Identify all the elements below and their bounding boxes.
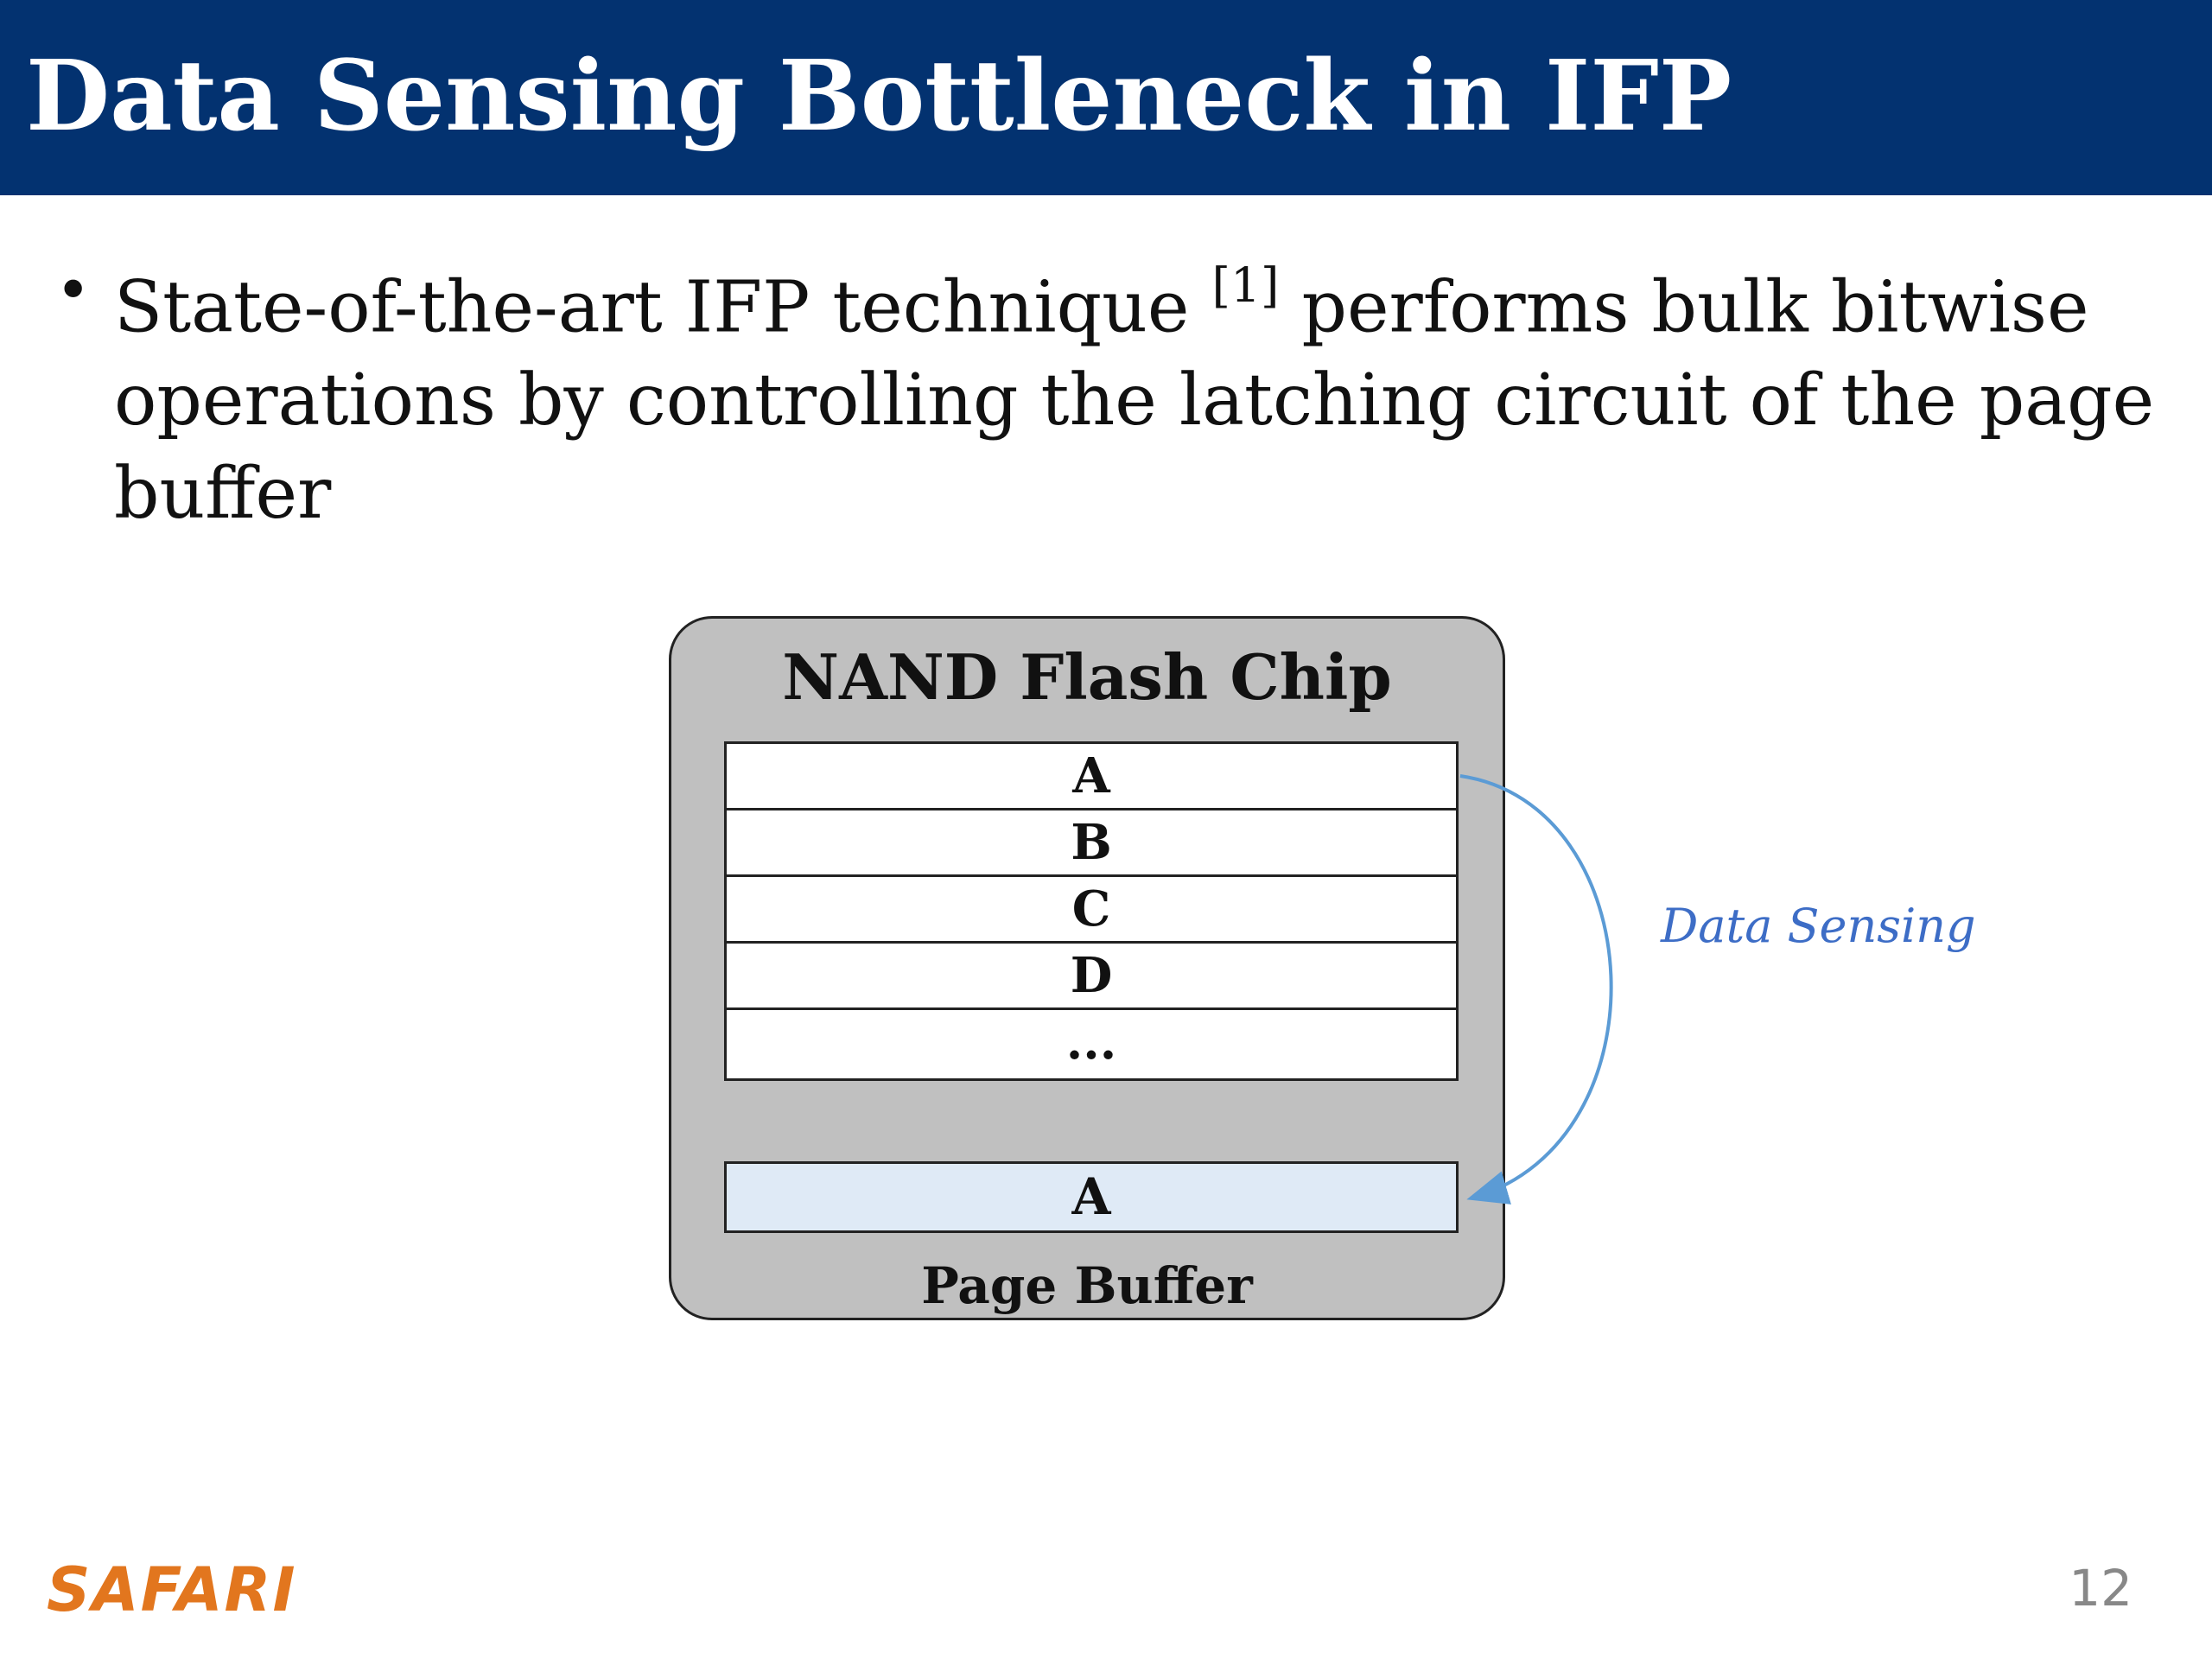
page-buffer-label: Page Buffer xyxy=(921,1256,1253,1315)
flash-page-row: ... xyxy=(724,1007,1459,1081)
flash-page-row: A xyxy=(724,741,1459,810)
safari-logo: SAFARI xyxy=(47,1554,297,1625)
flash-page-row: D xyxy=(724,941,1459,1010)
bullet-text-part2: performs bulk bitwise operations by controlling the latching circuit of the page buffer xyxy=(114,266,2155,536)
reference-marker: [1] xyxy=(1211,257,1280,313)
slide-title: Data Sensing Bottleneck in IFP xyxy=(26,40,1732,153)
flash-page-row: C xyxy=(724,874,1459,944)
bullet-dot: • xyxy=(55,255,92,326)
data-sensing-label: Data Sensing xyxy=(1661,899,1976,953)
chip-title: NAND Flash Chip xyxy=(782,640,1392,714)
page-number: 12 xyxy=(2069,1559,2133,1618)
bullet-text-part1: State-of-the-art IFP technique xyxy=(114,266,1190,349)
arrow-curve xyxy=(1460,776,1611,1198)
page-buffer-cell: A xyxy=(724,1161,1459,1233)
flash-page-row: B xyxy=(724,808,1459,877)
